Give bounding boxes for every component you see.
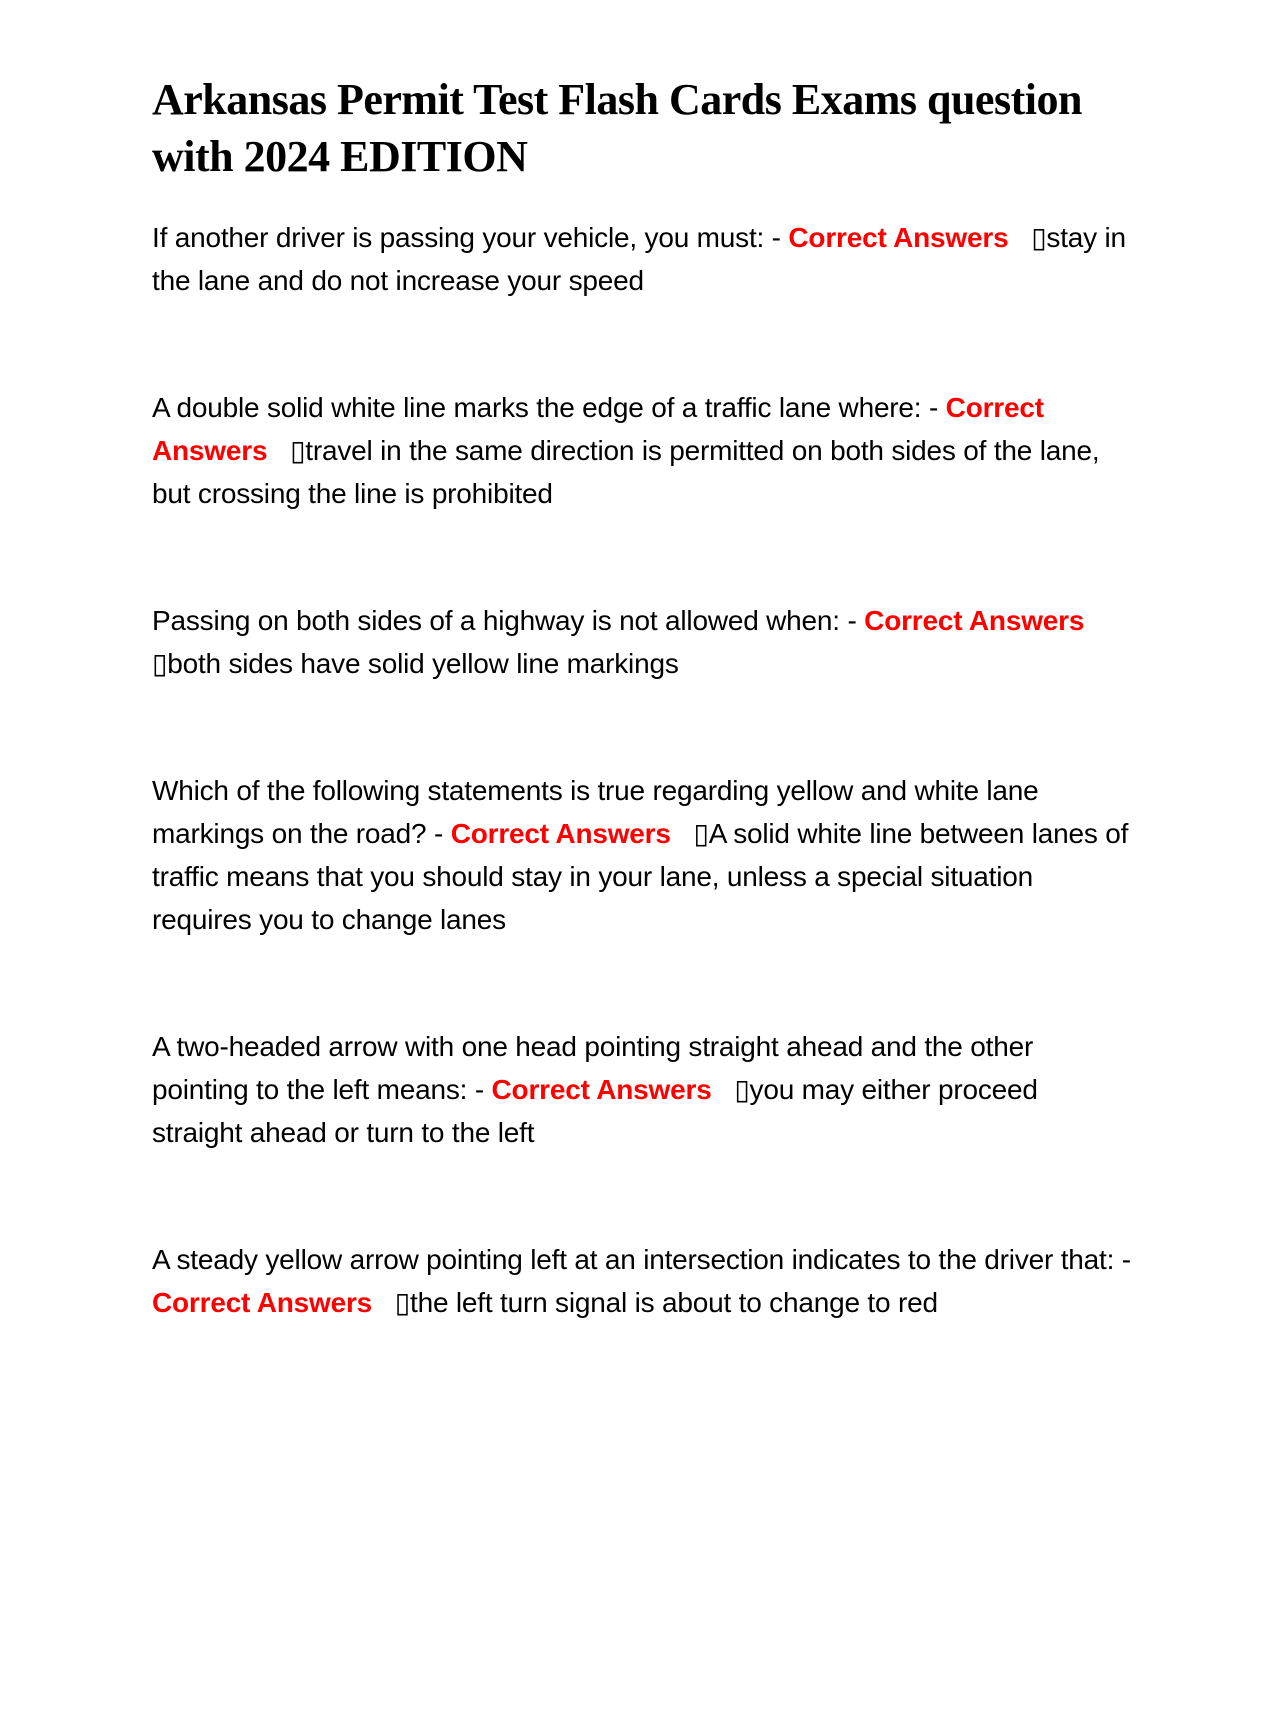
answer-text: ▯stay in the lane and do not increase your speed bbox=[152, 222, 1134, 296]
flashcard-1 bbox=[152, 216, 1132, 302]
correct-answers-marker: Correct Answers bbox=[450, 818, 671, 849]
flashcard-2 bbox=[152, 386, 1132, 515]
correct-answers-marker: Correct Answers bbox=[788, 222, 1009, 253]
flashcard-6 bbox=[152, 1238, 1139, 1324]
answer-text: ▯you may either proceed straight ahead or turn to the left bbox=[152, 1074, 1046, 1148]
question-text: Passing on both sides of a highway is not allowed when: - bbox=[152, 605, 865, 636]
answer-text: ▯travel in the same direction is permitted on both sides of the lane, but crossing the line is prohibited bbox=[152, 435, 1108, 509]
flashcard-5 bbox=[152, 1025, 1132, 1154]
answer-text: ▯both sides have solid yellow line markings bbox=[152, 605, 1107, 679]
flashcard-4 bbox=[152, 769, 1136, 941]
question-text: A steady yellow arrow pointing left at an intersection indicates to the driver that: - bbox=[152, 1244, 1139, 1275]
document-page bbox=[0, 71, 1280, 1727]
question-text: A double solid white line marks the edge of a traffic lane where: - bbox=[152, 392, 946, 423]
question-text: A two-headed arrow with one head pointing straight ahead and the other pointing to the left means: - bbox=[152, 1031, 1041, 1105]
correct-answers-marker: Correct Answers bbox=[152, 1287, 373, 1318]
question-text: If another driver is passing your vehicle, you must: - bbox=[152, 222, 789, 253]
flashcard-3 bbox=[152, 599, 1132, 685]
answer-text: ▯A solid white line between lanes of traffic means that you should stay in your lane, unless a special situation requires you to change lanes bbox=[152, 818, 1136, 935]
correct-answers-marker: Correct Answers bbox=[864, 605, 1085, 636]
correct-answers-marker: Correct Answers bbox=[491, 1074, 712, 1105]
correct-answers-marker: Correct Answers bbox=[152, 392, 1051, 466]
question-text: Which of the following statements is true regarding yellow and white lane markings on the road? - bbox=[152, 775, 1047, 849]
document-title: Arkansas Permit Test Flash Cards Exams question with 2024 EDITION bbox=[152, 75, 1082, 181]
answer-text: ▯the left turn signal is about to change to red bbox=[372, 1287, 938, 1318]
